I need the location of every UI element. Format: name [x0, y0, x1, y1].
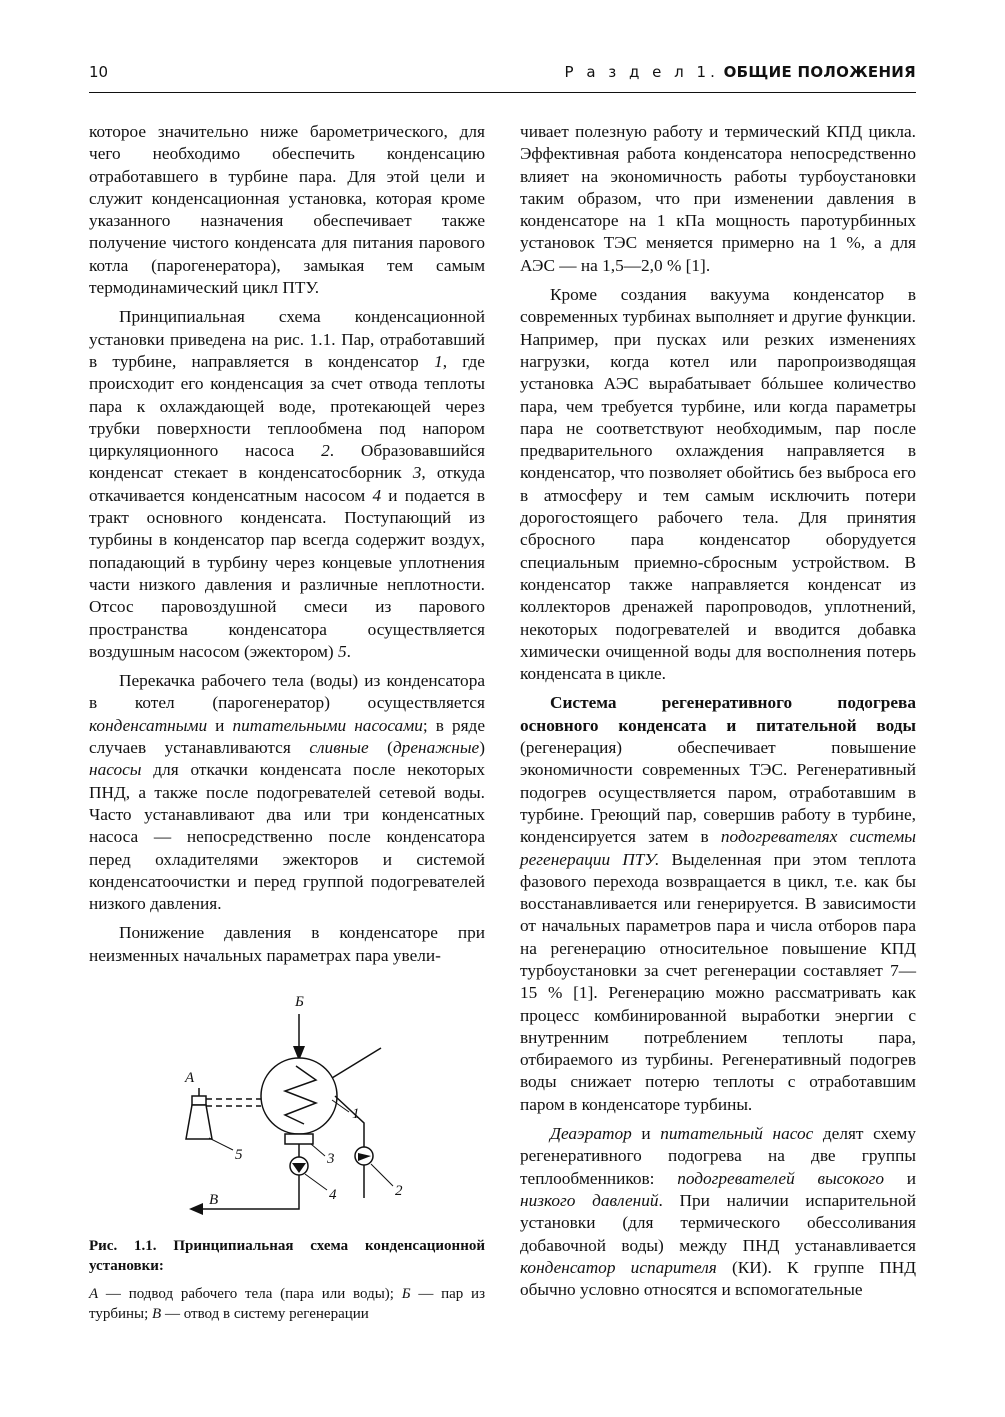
outlet-v-head	[189, 1203, 203, 1215]
caption-legend	[89, 1284, 485, 1324]
label-4: 4	[329, 1187, 337, 1203]
italic-term: питательный насос	[660, 1124, 814, 1144]
ref-number: 1	[434, 351, 443, 371]
label-2: 2	[395, 1183, 403, 1199]
ref-number: 4	[372, 485, 382, 505]
text-span: . При наличии испарительной установки (для термического обессоливания добавочной воды) между ПНД устанавливается	[520, 1190, 916, 1255]
text-span: Выделенная при этом теплота фазового перехода возвращается в цикл, т.е. как бы восстанавливается или генерируется. В зависимости от начальных параметров пара и числа отборов пара на регенерацию относительное повышение КПД турбоустановки за счет регенерации составляет 7—15 % [1]. Регенерацию можно рассматривать как процесс комбинированной выработки энергии с внутренним потреблением теплоты пара, отбираемого из турбины. Регенеративный подогрев воды снижает потерю теплоты с отработавшим паром в конденсаторе турбины.	[520, 849, 916, 1114]
paragraph: которое значительно ниже барометрического, для чего необходимо обеспечить конденсацию отработавшего в турбине пара. Для этой цели и служит конденсационная установка, которая кроме указанного назначения обеспечивает также получение чистого конденсата для питания парового котла (парогенератора), замыкая тем самым термодинамический цикл ПТУ.	[89, 122, 485, 298]
label-1: 1	[352, 1106, 360, 1122]
italic-term: насосы	[89, 760, 142, 780]
text-span: для откачки конденсата после некоторых ПНД, а также после подогревателей сетевой воды. Часто устанавливают два или три конденсатных насоса — непосредственно после конденсатора перед охладителями эжекторов и системой конденсатоочистки и перед группой подогревателей низкого давления.	[89, 760, 485, 914]
text-span: , откуда откачивается конденсатным насосом	[89, 463, 485, 505]
leader-5	[209, 1138, 233, 1150]
text-span: и	[884, 1168, 916, 1188]
text-span: Принципиальная схема конденсационной установки приведена на рис. 1.1. Пар, отработавший в турбине, направляется в конденсатор	[89, 307, 485, 371]
text-span: и подается в тракт основного конденсата. Поступающий из турбины в конденсатор пар всегда содержит воздух, попадающий в турбину через концевые уплотнения части низкого давления и различные неплотности. Отсос паровоздушной смеси из парового пространства конденсатора осуществляется воздушным насосом (эжектором)	[89, 485, 486, 661]
text-span: ; в ряде случаев устанавливаются	[89, 715, 486, 758]
text-span: .	[346, 641, 351, 661]
italic-term: сливные	[309, 738, 369, 758]
paragraph	[520, 1123, 916, 1301]
legend-key: Б	[401, 1286, 411, 1302]
paragraph: Понижение давления в конденсаторе при неизменных начальных параметрах пара увели-	[89, 923, 485, 965]
italic-term: дренажные	[392, 738, 480, 758]
text-span: (КИ). К группе ПНД обычно условно относятся и вспомогательные	[520, 1257, 916, 1300]
paragraph: Кроме создания вакуума конденсатор в современных турбинах выполняет и другие функции. Например, при пусках или резких изменениях нагрузки, когда котел или паропроизводящая установка АЭС вырабатывает бóльшее количество пара, чем требуется турбине, или когда параметры пара не соответствуют необходимым, пар после предварительного охлаждения направляется в конденсатор, что позволяет обойтись без выброса его в атмосферу и тем самым исключить потери дорогостоящего рабочего тела. Для принятия сбросного пара конденсатор оборудуется специальным приемно-сбросным устройством. В конденсатор также направляется конденсат из коллекторов дренажей паропроводов, уплотнений, некоторых подогревателей и вводится добавка химически очищенной воды для восполнения потерь конденсата в цикле.	[520, 285, 916, 684]
italic-term: Деаэратор	[550, 1124, 632, 1144]
page-header	[89, 63, 916, 89]
text-span: (регенерация) обеспечивает повышение экономичности современных ТЭС. Регенеративный подогрев осуществляется паром, отработавшим в турбине. Греющий пар, совершив работу в турбине, конденсируется затем в	[520, 738, 916, 847]
ejector-head	[192, 1096, 206, 1105]
figure-1-1	[89, 988, 485, 1228]
section-title: ОБЩИЕ ПОЛОЖЕНИЯ	[723, 63, 916, 81]
page-number: 10	[89, 63, 109, 81]
text-span: делят схему регенеративного подогрева на две группы теплообменников:	[520, 1124, 916, 1188]
condenser-schematic	[149, 988, 449, 1228]
text-span: Перекачка рабочего тела (воды) из конденсатора в котел (парогенератор) осуществляется	[89, 671, 485, 713]
label-a: А	[185, 1070, 195, 1086]
leader-4	[305, 1174, 327, 1190]
legend-text: — подвод рабочего тела (пара или воды);	[98, 1286, 402, 1302]
caption-title: Рис. 1.1. Принципиальная схема конденсационной установки:	[89, 1238, 485, 1274]
legend-text: — отвод в систему регенерации	[161, 1306, 369, 1322]
cooling-water-outlet	[332, 1048, 381, 1078]
leader-2	[371, 1164, 393, 1186]
figure-caption	[89, 1236, 485, 1324]
left-column	[89, 121, 485, 974]
italic-term: подогревателей высокого	[677, 1168, 884, 1188]
condensate-collector	[285, 1134, 313, 1144]
section-label: Р а з д е л 1.	[564, 63, 719, 81]
paragraph	[520, 692, 916, 1116]
italic-term: низкого давлений	[520, 1190, 659, 1210]
bold-term: Система регенеративного подогрева основного конденсата и питательной воды	[520, 693, 916, 735]
ref-number: 5	[337, 641, 347, 661]
text-span: и	[631, 1124, 661, 1144]
paragraph: чивает полезную работу и термический КПД цикла. Эффективная работа конденсатора непосредственно влияет на экономичность работы турбоустановки таким образом, что при изменении давления в конденсаторе на 1 кПа мощность паротурбинных установок ТЭС меняется примерно на 1 %, а для АЭС — на 1,5—2,0 % [1].	[520, 122, 916, 275]
text-span: и	[207, 715, 233, 735]
paragraph	[89, 670, 485, 915]
italic-term: конденсатор испарителя	[520, 1257, 717, 1277]
text-span: (	[368, 738, 393, 758]
label-v: В	[209, 1192, 219, 1208]
legend-key: А	[89, 1286, 99, 1302]
ref-number: 3	[412, 463, 422, 483]
italic-term: питательными насосами	[232, 715, 423, 735]
ref-number: 2	[321, 441, 330, 461]
label-3: 3	[327, 1151, 335, 1167]
right-column	[520, 121, 916, 1308]
cooling-water-inlet	[335, 1096, 364, 1147]
text-span: )	[479, 738, 485, 758]
italic-term: подогревателях системы регенерации ПТУ.	[520, 827, 916, 869]
legend-key: В	[152, 1306, 162, 1322]
text-span: . Образовавшийся конденсат стекает в конденсатосборник	[89, 441, 485, 483]
italic-term: конденсатными	[89, 715, 208, 735]
leader-3	[311, 1144, 325, 1156]
label-b: Б	[295, 994, 304, 1010]
header-rule	[89, 92, 916, 93]
running-head	[565, 63, 916, 81]
label-5: 5	[235, 1147, 243, 1163]
text-span: , где происходит его конденсация за счет отвода теплоты пара к охлаждающей воде, протекающей через трубки поверхности теплообмена под напором циркуляционного насоса	[89, 351, 485, 461]
ejector-body	[186, 1105, 212, 1139]
legend-text: — пар из турбины;	[89, 1286, 485, 1322]
paragraph	[89, 306, 485, 663]
